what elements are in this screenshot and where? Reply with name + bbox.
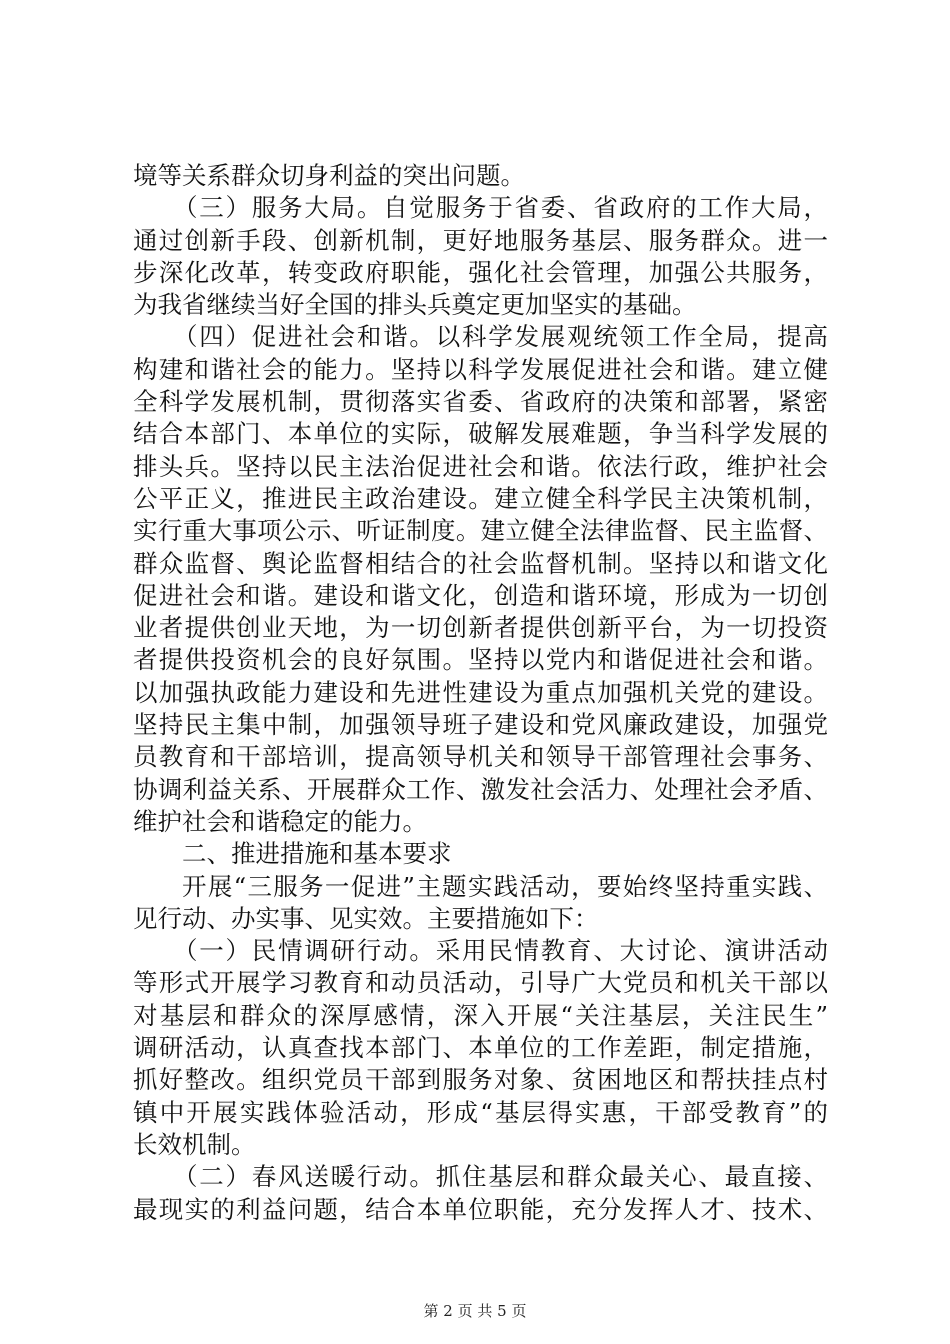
page-footer: 第 2 页 共 5 页 bbox=[423, 1302, 527, 1320]
text-line: 员教育和干部培训，提高领导机关和领导干部管理社会事务、 bbox=[133, 742, 828, 772]
text-line: 排头兵。坚持以民主法治促进社会和谐。依法行政，维护社会 bbox=[133, 451, 828, 481]
text-line: 全科学发展机制，贯彻落实省委、省政府的决策和部署，紧密 bbox=[133, 387, 828, 417]
text-line: （四）促进社会和谐。以科学发展观统领工作全局，提高 bbox=[173, 322, 828, 352]
text-line: 镇中开展实践体验活动，形成“基层得实惠，干部受教育”的 bbox=[133, 1097, 828, 1127]
text-line: （二）春风送暖行动。抓住基层和群众最关心、最直接、 bbox=[173, 1162, 828, 1192]
text-line: 维护社会和谐稳定的能力。 bbox=[133, 806, 427, 836]
text-line: 最现实的利益问题，结合本单位职能，充分发挥人才、技术、 bbox=[133, 1194, 828, 1224]
text-line: 促进社会和谐。建设和谐文化，创造和谐环境，形成为一切创 bbox=[133, 580, 828, 610]
text-line: 抓好整改。组织党员干部到服务对象、贫困地区和帮扶挂点村 bbox=[133, 1065, 828, 1095]
text-line: 公平正义，推进民主政治建设。建立健全科学民主决策机制， bbox=[133, 483, 828, 513]
text-line: 长效机制。 bbox=[133, 1129, 256, 1159]
text-line: 等形式开展学习教育和动员活动，引导广大党员和机关干部以 bbox=[133, 968, 828, 998]
text-line: 境等关系群众切身利益的突出问题。 bbox=[133, 161, 525, 190]
text-line: （一）民情调研行动。采用民情教育、大讨论、演讲活动 bbox=[173, 936, 828, 966]
text-line: 对基层和群众的深厚感情，深入开展“关注基层，关注民生” bbox=[133, 1000, 828, 1030]
text-line: 群众监督、舆论监督相结合的社会监督机制。坚持以和谐文化 bbox=[133, 548, 828, 578]
text-line: 为我省继续当好全国的排头兵奠定更加坚实的基础。 bbox=[133, 290, 697, 320]
text-line: 协调利益关系、开展群众工作、激发社会活力、处理社会矛盾、 bbox=[133, 774, 828, 804]
text-line: 以加强执政能力建设和先进性建设为重点加强机关党的建设。 bbox=[133, 677, 828, 707]
text-line: 构建和谐社会的能力。坚持以科学发展促进社会和谐。建立健 bbox=[133, 354, 828, 384]
text-line: （三）服务大局。自觉服务于省委、省政府的工作大局， bbox=[173, 193, 828, 223]
text-line: 坚持民主集中制，加强领导班子建设和党风廉政建设，加强党 bbox=[133, 710, 828, 740]
text-line: 调研活动，认真查找本部门、本单位的工作差距，制定措施， bbox=[133, 1033, 828, 1063]
text-line: 实行重大事项公示、听证制度。建立健全法律监督、民主监督、 bbox=[133, 516, 828, 546]
text-line: 步深化改革，转变政府职能，强化社会管理，加强公共服务， bbox=[133, 257, 828, 287]
text-line: 开展“三服务一促进”主题实践活动，要始终坚持重实践、 bbox=[182, 871, 828, 901]
text-line: 通过创新手段、创新机制，更好地服务基层、服务群众。进一 bbox=[133, 225, 828, 255]
document-body bbox=[133, 160, 828, 1226]
text-line: 二、推进措施和基本要求 bbox=[182, 839, 452, 869]
text-line: 见行动、办实事、见实效。主要措施如下： bbox=[133, 903, 599, 933]
text-line: 结合本部门、本单位的实际，破解发展难题，争当科学发展的 bbox=[133, 419, 828, 449]
text-line: 者提供投资机会的良好氛围。坚持以党内和谐促进社会和谐。 bbox=[133, 645, 828, 675]
text-line: 业者提供创业天地，为一切创新者提供创新平台，为一切投资 bbox=[133, 613, 828, 643]
